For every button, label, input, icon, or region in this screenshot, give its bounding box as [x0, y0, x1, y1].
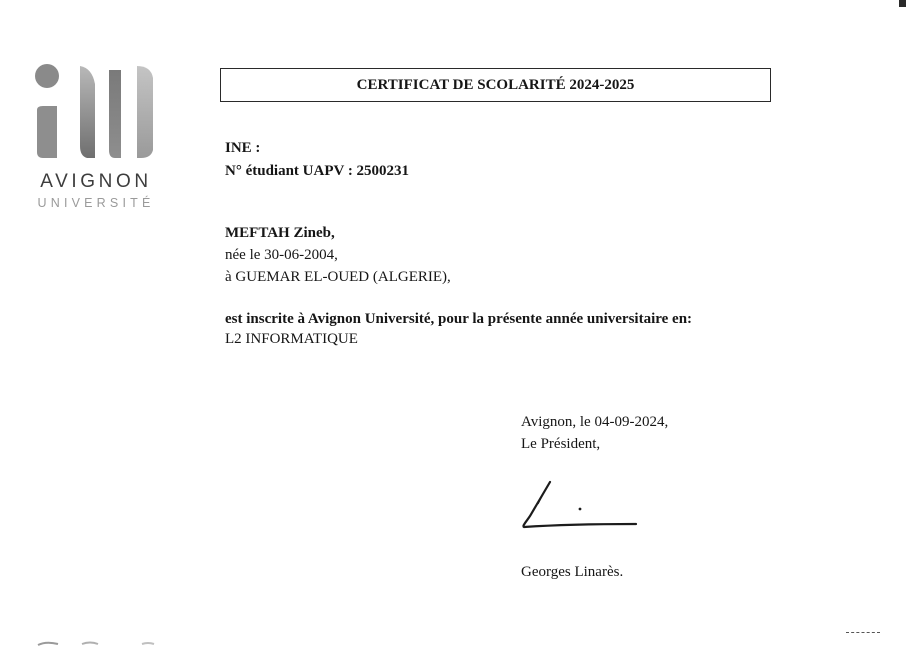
student-name: MEFTAH Zineb,: [225, 225, 335, 241]
signer-name: Georges Linarès.: [521, 564, 624, 580]
signer-role: Le Président,: [521, 436, 601, 452]
enrollment-statement: est inscrite à Avignon Université, pour la présente année universitaire en:: [225, 311, 693, 327]
avignon-universite-logo-icon: [33, 62, 159, 162]
student-id: N° étudiant UAPV : 2500231: [225, 163, 410, 179]
scan-corner-mark: [899, 0, 906, 7]
ine-label: INE :: [225, 140, 261, 156]
place-date: Avignon, le 04-09-2024,: [521, 414, 669, 430]
logo-subtitle: UNIVERSITÉ: [37, 196, 155, 210]
university-logo: [33, 62, 163, 222]
birth-place: à GUEMAR EL-OUED (ALGERIE),: [225, 269, 451, 285]
program: L2 INFORMATIQUE: [225, 331, 358, 347]
logo-name: AVIGNON: [40, 171, 152, 192]
birth-date: née le 30-06-2004,: [225, 247, 338, 263]
certificate-title: CERTIFICAT DE SCOLARITÉ 2024-2025: [220, 68, 771, 102]
scan-dash-mark: [846, 632, 880, 633]
handwritten-signature-icon: [514, 478, 644, 536]
scan-edge-marks: [36, 641, 166, 646]
